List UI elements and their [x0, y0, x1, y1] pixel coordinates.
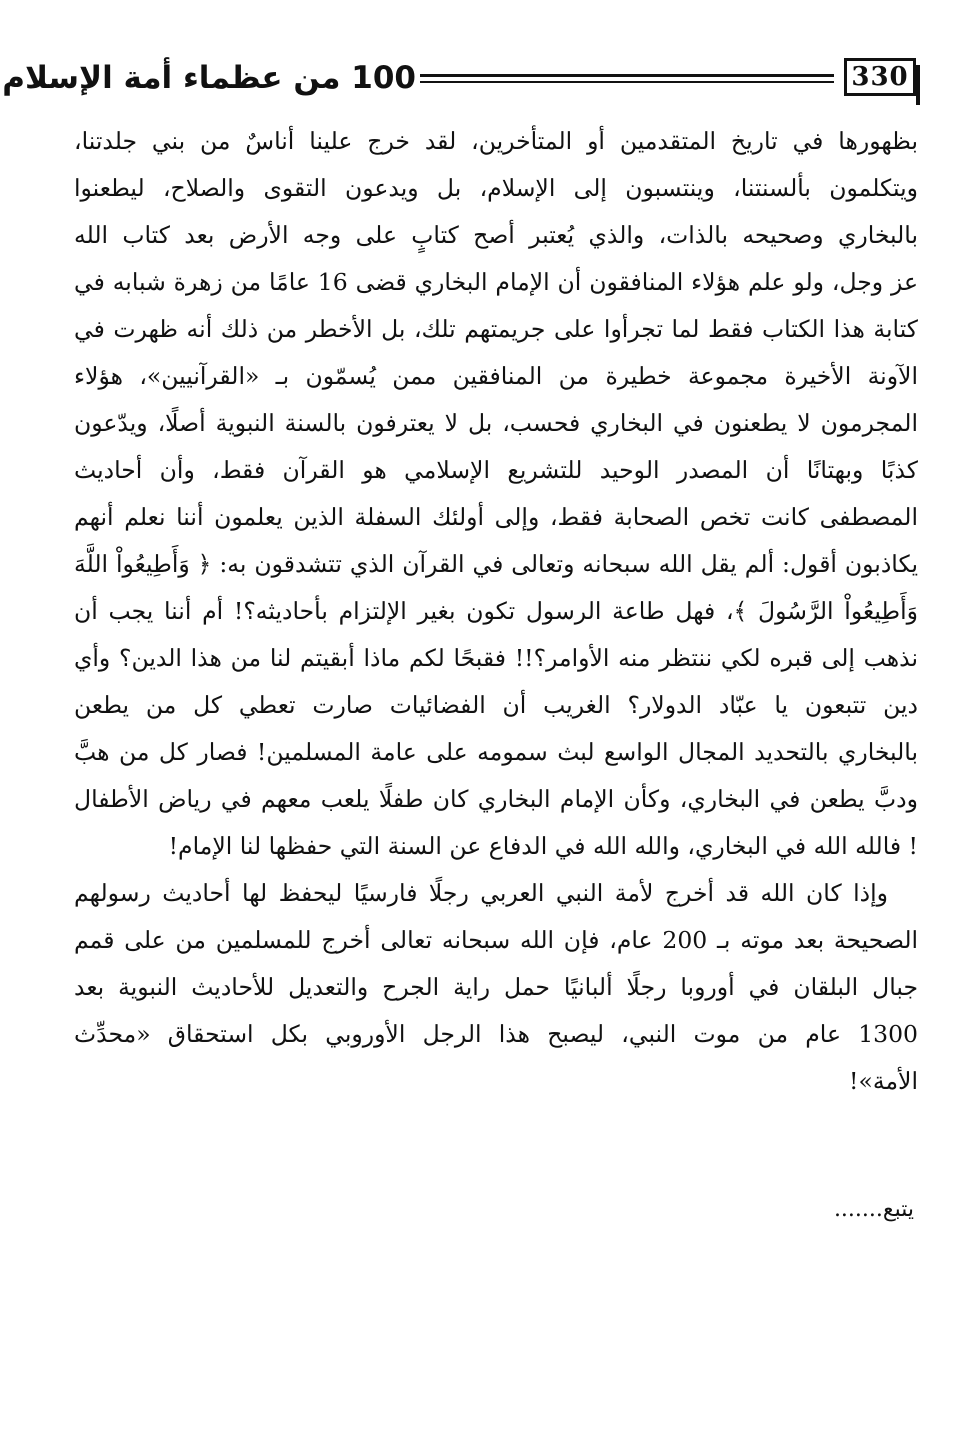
- text-line: ! فالله الله في البخاري، والله الله في الدفاع عن السنة التي حفظها لنا الإمام!: [168, 832, 918, 860]
- text-line: بالبخاري وصحيحه بالذات، والذي يُعتبر أصح كتابٍ على وجه الأرض بعد كتاب الله: [74, 221, 918, 249]
- text-line: الأمة»!: [849, 1067, 918, 1095]
- text-line: كذبًا وبهتانًا أن المصدر الوحيد للتشريع الإسلامي هو القرآن فقط، وأن أحاديث: [74, 456, 918, 484]
- text-line: 1300 عام من موت النبي، ليصبح هذا الرجل الأوروبي بكل استحقاق «محدِّث: [74, 1020, 918, 1048]
- continues-note: يتبع.......: [833, 1197, 914, 1222]
- text-line: بظهورها في تاريخ المتقدمين أو المتأخرين، لقد خرج علينا أناسٌ من بني جلدتنا،: [74, 127, 918, 155]
- text-line: وإذا كان الله قد أخرج لأمة النبي العربي رجلًا فارسيًا ليحفظ لها أحاديث رسولهم: [74, 879, 888, 907]
- page-header: [2, 56, 916, 100]
- text-line: بالبخاري بالتحديد المجال الواسع لبث سمومه على عامة المسلمين! فصار كل من هبَّ: [74, 738, 918, 766]
- book-title: 100 من عظماء أمة الإسلام: [2, 60, 416, 96]
- text-line: ويتكلمون بألسنتنا، وينتسبون إلى الإسلام، بل ويدعون التقوى والصلاح، ليطعنوا: [74, 174, 918, 202]
- text-line: وَأَطِيعُواْ الرَّسُولَ ﴾، فهل طاعة الرسول تكون بغير الإلتزام بأحاديثه؟! أم أننا يجب أن: [74, 597, 918, 625]
- text-line: الصحيحة بعد موته بـ 200 عام، فإن الله سبحانه تعالى أخرج للمسلمين من على قمم: [74, 926, 918, 954]
- text-line: دين تتبعون يا عبّاد الدولار؟ الغريب أن الفضائيات صارت تعطي كل من يطعن: [74, 691, 918, 719]
- text-line: الآونة الأخيرة مجموعة خطيرة من المنافقين ممن يُسمّون بـ «القرآنيين»، هؤلاء: [74, 362, 918, 390]
- text-line: ودبَّ يطعن في البخاري، وكأن الإمام البخاري كان طفلًا يلعب معهم في رياض الأطفال: [74, 785, 918, 813]
- text-line: كتابة هذا الكتاب فقط لما تجرأوا على جريمتهم تلك، بل الأخطر من ذلك أنه ظهرت في: [74, 315, 918, 343]
- header-rule: [420, 74, 834, 83]
- page-number: 330: [851, 62, 909, 92]
- text-line: نذهب إلى قبره لكي ننتظر منه الأوامر؟!! فقبحًا لكم ماذا أبقيتم لنا من هذا الدين؟ وأي: [74, 644, 918, 672]
- page-number-box: [844, 58, 916, 96]
- text-line: عز وجل، ولو علم هؤلاء المنافقون أن الإمام البخاري قضى 16 عامًا من زهرة شبابه في: [74, 268, 918, 296]
- text-line: جبال البلقان في أوروبا رجلًا ألبانيًا حمل راية الجرح والتعديل للأحاديث النبوية بعد: [74, 973, 918, 1001]
- text-line: المصطفى كانت تخص الصحابة فقط، وإلى أولئك السفلة الذين يعلمون أننا نعلم أنهم: [74, 503, 918, 531]
- text-line: يكاذبون أقول: ألم يقل الله سبحانه وتعالى في القرآن الذي تتشدقون به: ﴿ وَأَطِيعُواْ اللَّهَ: [74, 550, 918, 578]
- body-text: [74, 118, 918, 1105]
- text-line: المجرمون لا يطعنون في البخاري فحسب، بل لا يعترفون بالسنة النبوية أصلًا، ويدّعون: [74, 409, 918, 437]
